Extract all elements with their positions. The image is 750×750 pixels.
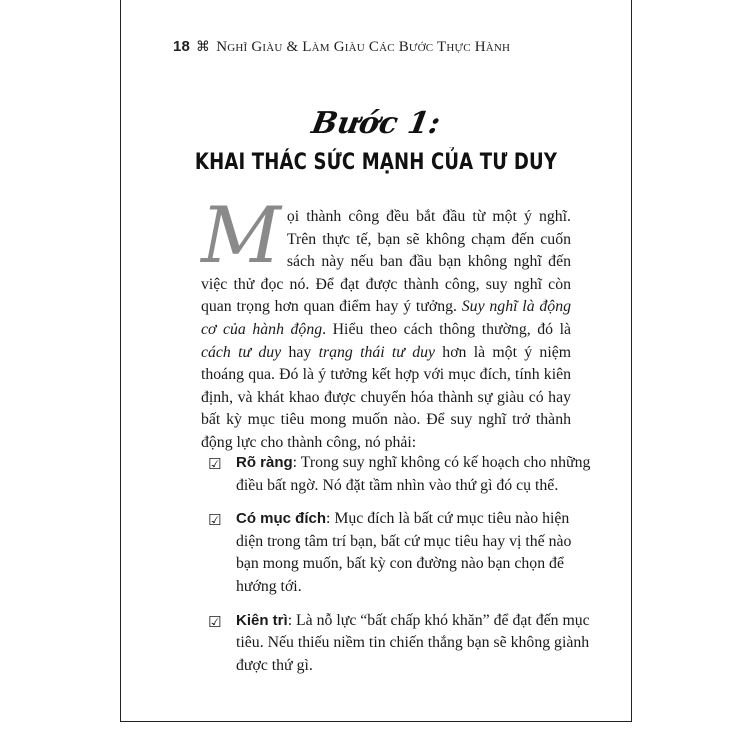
book-page xyxy=(120,0,632,722)
intro-italic-2: cách tư duy xyxy=(201,343,282,361)
list-item-term: Kiên trì xyxy=(236,611,288,629)
checkbox-checked-icon: ☑ xyxy=(208,612,222,631)
drop-cap: M xyxy=(201,191,281,281)
list-item xyxy=(208,452,592,497)
intro-text-2: . Hiểu theo cách thông thường, đó là xyxy=(322,320,571,338)
list-item xyxy=(208,508,592,598)
list-item-text: : Trong suy nghĩ không có kế hoạch cho những điều bất ngờ. Nó đặt tầm nhìn vào thứ gì đó cụ thể. xyxy=(236,454,591,494)
page-number: 18 xyxy=(173,38,191,55)
list-item-text: : Là nỗ lực “bất chấp khó khăn” để đạt đến mục tiêu. Nếu thiếu niềm tin chiến thắng bạn sẽ không giành được thứ gì. xyxy=(236,611,590,674)
intro-text-1: ọi thành công đều bắt đầu từ một ý nghĩ. Trên thực tế, bạn sẽ không chạm đến cuốn sách này nếu ban đầu bạn không nghĩ đến việc thử đọc nó. Để đạt được thành công, suy nghĩ còn quan trọng hơn quan điểm hay ý tưởng. xyxy=(201,208,571,316)
intro-text-4: hơn là một ý niệm thoáng qua. Đó là ý tưởng kết hợp với mục đích, tính kiên định, và khát khao được chuyển hóa thành sự giàu có hay bất kỳ mục tiêu mong muốn nào. Để suy nghĩ trở thành động lực cho thành công, nó phải: xyxy=(201,343,572,451)
checkbox-checked-icon: ☑ xyxy=(208,511,222,530)
list-item-text: : Mục đích là bất cứ mục tiêu nào hiện diện trong tâm trí bạn, bất cứ mục tiêu hay vị thế nào bạn mong muốn, bất kỳ con đường nào bạn chọn để hướng tới. xyxy=(236,510,572,595)
list-item-term: Rõ ràng xyxy=(236,454,293,471)
intro-text-3: hay xyxy=(281,343,319,361)
list-item xyxy=(208,610,592,678)
step-label: Bước 1: xyxy=(308,106,444,141)
intro-italic-3: trạng thái tư duy xyxy=(318,343,436,361)
checkbox-checked-icon: ☑ xyxy=(208,455,222,473)
book-title: Nghĩ Giàu & Làm Giàu Các Bước Thực Hành xyxy=(216,39,511,55)
chapter-title: KHAI THÁC SỨC MẠNH CỦA TƯ DUY xyxy=(194,150,558,175)
running-header xyxy=(173,38,510,56)
intro-paragraph xyxy=(201,191,572,455)
command-icon: ⌘ xyxy=(196,39,211,55)
intro-italic-1: Suy nghĩ là động cơ của hành động xyxy=(201,298,571,338)
requirements-list xyxy=(208,452,592,688)
list-item-term: Có mục đích xyxy=(236,510,327,528)
